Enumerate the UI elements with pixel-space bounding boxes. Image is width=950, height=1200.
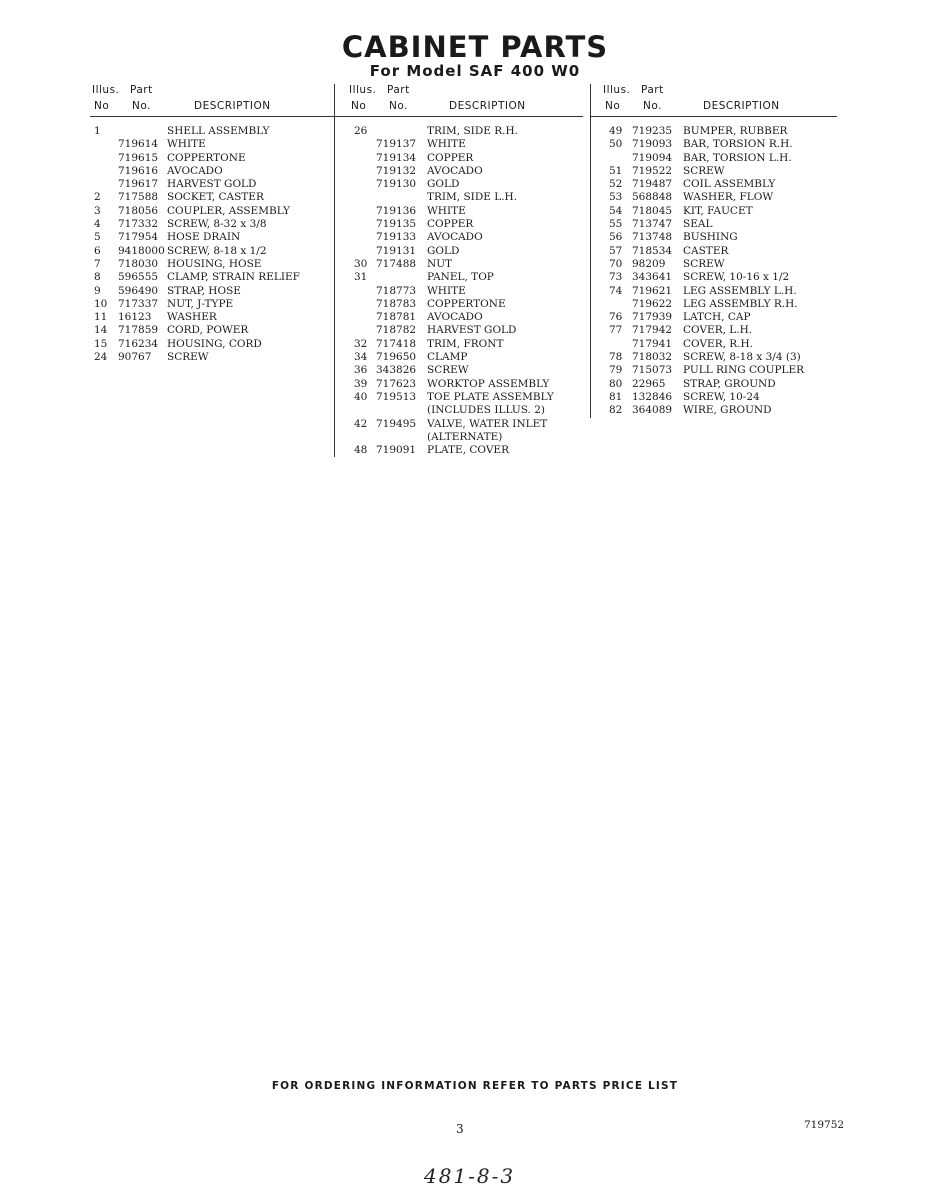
illus-number: 49 — [609, 125, 623, 137]
table-row — [335, 378, 583, 391]
header-illus: Illus. — [349, 84, 377, 96]
part-number: 719615 — [118, 151, 159, 164]
part-number: 719622 — [632, 297, 673, 310]
part-number: 132846 — [632, 390, 673, 403]
header-part-no: No. — [389, 100, 408, 112]
part-description: CLAMP — [427, 351, 468, 364]
table-row — [591, 191, 837, 204]
table-row — [335, 138, 583, 151]
table-row — [90, 338, 334, 351]
header-description: DESCRIPTION — [194, 100, 271, 112]
part-number: 717418 — [376, 337, 417, 350]
part-description: SCREW, 10-16 x 1/2 — [683, 271, 790, 284]
part-number: 713747 — [632, 218, 673, 231]
table-row — [335, 364, 583, 377]
part-description: WASHER, FLOW — [683, 191, 774, 204]
table-row — [591, 231, 837, 244]
illus-number: 82 — [609, 404, 623, 417]
part-number: 719522 — [632, 164, 673, 177]
model-subtitle: For Model SAF 400 W0 — [369, 62, 581, 80]
illus-number: 70 — [609, 257, 623, 270]
part-description: GOLD — [427, 244, 460, 257]
part-number: 713748 — [632, 231, 673, 244]
ordering-info-footer: FOR ORDERING INFORMATION REFER TO PARTS PRICE LIST — [271, 1080, 679, 1092]
part-number: 717859 — [118, 324, 159, 337]
part-description: COPPER — [427, 151, 474, 164]
table-row — [591, 391, 837, 404]
table-row — [90, 152, 334, 165]
table-row — [90, 271, 334, 284]
illus-number: 31 — [354, 271, 368, 284]
part-number: 719134 — [376, 151, 417, 164]
part-description: STRAP, GROUND — [683, 377, 776, 390]
part-description: NUT, J-TYPE — [167, 297, 234, 310]
part-number: 719135 — [376, 218, 417, 231]
part-description: AVOCADO — [167, 164, 223, 177]
header-illus-no: No — [94, 100, 110, 112]
table-row — [90, 165, 334, 178]
table-row — [591, 245, 837, 258]
part-description: AVOCADO — [427, 311, 483, 324]
table-row — [90, 218, 334, 231]
illus-number: 55 — [609, 218, 623, 231]
table-row — [335, 311, 583, 324]
header-illus-no: No — [351, 100, 367, 112]
illus-number: 73 — [609, 271, 623, 284]
illus-number: 76 — [609, 311, 623, 324]
part-number: 343641 — [632, 271, 673, 284]
part-description: SEAL — [683, 218, 713, 231]
part-number: 717337 — [118, 297, 159, 310]
table-row — [335, 205, 583, 218]
illus-number: 2 — [94, 191, 101, 204]
part-description: VALVE, WATER INLET — [427, 417, 548, 430]
part-description: PANEL, TOP — [427, 271, 494, 284]
part-number: 715073 — [632, 364, 673, 377]
part-description: WHITE — [167, 138, 206, 151]
table-row — [591, 338, 837, 351]
page-number: 3 — [456, 1122, 464, 1136]
part-description: CLAMP, STRAIN RELIEF — [167, 271, 300, 284]
table-row — [591, 311, 837, 324]
part-number: 719513 — [376, 390, 417, 403]
part-description: TOE PLATE ASSEMBLY — [427, 390, 554, 403]
part-number: 719137 — [376, 138, 417, 151]
page-title: CABINET PARTS — [341, 30, 609, 64]
part-description: PLATE, COVER — [427, 444, 510, 457]
illus-number: 79 — [609, 364, 623, 377]
illus-number: 14 — [94, 324, 108, 337]
part-description: SCREW — [683, 164, 725, 177]
table-row — [591, 404, 837, 417]
part-description: COVER, R.H. — [683, 337, 754, 350]
part-description: COIL ASSEMBLY — [683, 178, 776, 191]
part-number: 719621 — [632, 284, 673, 297]
illus-number: 40 — [354, 390, 368, 403]
illus-number: 3 — [94, 204, 101, 217]
part-number: 719091 — [376, 444, 417, 457]
column-header — [335, 84, 583, 117]
table-row — [335, 125, 583, 138]
table-row — [591, 285, 837, 298]
table-row — [90, 351, 334, 364]
illus-number: 1 — [94, 125, 101, 137]
part-number: 718781 — [376, 311, 417, 324]
table-row — [591, 364, 837, 377]
part-description: LEG ASSEMBLY R.H. — [683, 297, 798, 310]
illus-number: 10 — [94, 297, 108, 310]
part-description: WASHER — [167, 311, 217, 324]
part-description: COUPLER, ASSEMBLY — [167, 204, 290, 217]
table-row — [591, 152, 837, 165]
part-number: 719617 — [118, 178, 159, 191]
part-number: 718056 — [118, 204, 159, 217]
part-number: 718773 — [376, 284, 417, 297]
table-row — [591, 178, 837, 191]
table-row — [335, 404, 583, 417]
part-description: TRIM, SIDE R.H. — [427, 125, 518, 137]
header-illus-no: No — [605, 100, 621, 112]
illus-number: 52 — [609, 178, 623, 191]
illus-number: 4 — [94, 218, 101, 231]
part-description: BAR, TORSION L.H. — [683, 151, 792, 164]
table-row — [591, 125, 837, 138]
part-number: 596555 — [118, 271, 159, 284]
part-description: COVER, L.H. — [683, 324, 753, 337]
illus-number: 74 — [609, 284, 623, 297]
part-number: 718030 — [118, 257, 159, 270]
part-number: 719614 — [118, 138, 159, 151]
table-row — [335, 298, 583, 311]
table-row — [335, 418, 583, 431]
table-row — [335, 271, 583, 284]
header-illus: Illus. — [92, 84, 120, 96]
part-number: 343826 — [376, 364, 417, 377]
part-description: KIT, FAUCET — [683, 204, 753, 217]
part-number: 717954 — [118, 231, 159, 244]
part-number: 718782 — [376, 324, 417, 337]
part-description: PULL RING COUPLER — [683, 364, 805, 377]
table-row — [591, 324, 837, 337]
document-number: 719752 — [804, 1119, 845, 1131]
header-part: Part — [641, 84, 664, 96]
part-number: 719616 — [118, 164, 159, 177]
illus-number: 81 — [609, 390, 623, 403]
table-row — [335, 285, 583, 298]
part-number: 9418000 — [118, 244, 165, 257]
part-description: BAR, TORSION R.H. — [683, 138, 793, 151]
part-description: CORD, POWER — [167, 324, 249, 337]
part-description: HOSE DRAIN — [167, 231, 241, 244]
table-row — [335, 324, 583, 337]
table-row — [335, 245, 583, 258]
table-row — [90, 298, 334, 311]
parts-column-1 — [90, 84, 334, 364]
illus-number: 42 — [354, 417, 368, 430]
part-description: WHITE — [427, 204, 466, 217]
table-row — [335, 231, 583, 244]
illus-number: 5 — [94, 231, 101, 244]
part-description: COPPERTONE — [167, 151, 246, 164]
table-row — [90, 205, 334, 218]
illus-number: 11 — [94, 311, 108, 324]
part-number: 718534 — [632, 244, 673, 257]
table-row — [90, 231, 334, 244]
table-row — [335, 338, 583, 351]
part-number: 718045 — [632, 204, 673, 217]
part-number: 719133 — [376, 231, 417, 244]
part-description: SCREW — [427, 364, 469, 377]
part-number: 16123 — [118, 311, 152, 324]
part-description: SCREW, 8-32 x 3/8 — [167, 218, 267, 231]
part-description: NUT — [427, 257, 453, 270]
table-row — [90, 311, 334, 324]
part-description: TRIM, SIDE L.H. — [427, 191, 518, 204]
table-row — [90, 125, 334, 138]
part-description: WHITE — [427, 284, 466, 297]
table-row — [591, 205, 837, 218]
part-number: 717942 — [632, 324, 673, 337]
part-description: LATCH, CAP — [683, 311, 751, 324]
table-row — [335, 391, 583, 404]
table-row — [335, 431, 583, 444]
part-description: HARVEST GOLD — [427, 324, 517, 337]
illus-number: 15 — [94, 337, 108, 350]
illus-number: 32 — [354, 337, 368, 350]
illus-number: 80 — [609, 377, 623, 390]
illus-number: 51 — [609, 164, 623, 177]
part-description: WIRE, GROUND — [683, 404, 772, 417]
part-description: STRAP, HOSE — [167, 284, 241, 297]
illus-number: 78 — [609, 351, 623, 364]
illus-number: 34 — [354, 351, 368, 364]
part-description: BUMPER, RUBBER — [683, 125, 788, 137]
table-row — [90, 138, 334, 151]
part-number: 568848 — [632, 191, 673, 204]
table-row — [335, 444, 583, 457]
part-description: GOLD — [427, 178, 460, 191]
table-row — [591, 298, 837, 311]
illus-number: 77 — [609, 324, 623, 337]
part-number: 719235 — [632, 125, 673, 137]
column-header — [591, 84, 837, 117]
illus-number: 6 — [94, 244, 101, 257]
part-description: SCREW, 10-24 — [683, 390, 760, 403]
table-row — [591, 258, 837, 271]
header-part: Part — [387, 84, 410, 96]
table-row — [335, 351, 583, 364]
illus-number: 56 — [609, 231, 623, 244]
part-number: 90767 — [118, 351, 152, 364]
part-number: 718783 — [376, 297, 417, 310]
part-number: 364089 — [632, 404, 673, 417]
table-row — [591, 165, 837, 178]
part-number: 98209 — [632, 257, 666, 270]
table-row — [90, 178, 334, 191]
part-description: SOCKET, CASTER — [167, 191, 264, 204]
header-part-no: No. — [132, 100, 151, 112]
part-description: CASTER — [683, 244, 729, 257]
part-number: 719131 — [376, 244, 417, 257]
part-number: 719093 — [632, 138, 673, 151]
part-description: SHELL ASSEMBLY — [167, 125, 270, 137]
table-row — [591, 378, 837, 391]
part-description: (INCLUDES ILLUS. 2) — [427, 404, 545, 417]
header-part: Part — [130, 84, 153, 96]
part-number: 719132 — [376, 164, 417, 177]
part-description: AVOCADO — [427, 231, 483, 244]
table-row — [90, 245, 334, 258]
part-number: 719487 — [632, 178, 673, 191]
illus-number: 48 — [354, 444, 368, 457]
table-row — [335, 178, 583, 191]
part-description: HOUSING, CORD — [167, 337, 262, 350]
part-number: 717332 — [118, 218, 159, 231]
part-number: 716234 — [118, 337, 159, 350]
parts-rows — [591, 117, 837, 418]
part-description: AVOCADO — [427, 164, 483, 177]
part-description: WORKTOP ASSEMBLY — [427, 377, 550, 390]
table-row — [591, 218, 837, 231]
part-description: HOUSING, HOSE — [167, 257, 262, 270]
part-description: LEG ASSEMBLY L.H. — [683, 284, 797, 297]
illus-number: 57 — [609, 244, 623, 257]
part-description: SCREW — [683, 257, 725, 270]
part-number: 596490 — [118, 284, 159, 297]
part-number: 719094 — [632, 151, 673, 164]
table-row — [90, 258, 334, 271]
illus-number: 26 — [354, 125, 368, 137]
part-description: WHITE — [427, 138, 466, 151]
handwritten-note: 481-8-3 — [424, 1164, 516, 1188]
part-number: 22965 — [632, 377, 666, 390]
header-illus: Illus. — [603, 84, 631, 96]
parts-rows — [90, 117, 334, 364]
header-part-no: No. — [643, 100, 662, 112]
parts-column-3 — [590, 84, 837, 418]
part-description: HARVEST GOLD — [167, 178, 257, 191]
part-number: 719130 — [376, 178, 417, 191]
parts-rows — [335, 117, 583, 457]
part-number: 717939 — [632, 311, 673, 324]
part-description: COPPER — [427, 218, 474, 231]
table-row — [90, 191, 334, 204]
table-row — [335, 218, 583, 231]
illus-number: 39 — [354, 377, 368, 390]
part-number: 719136 — [376, 204, 417, 217]
part-number: 718032 — [632, 351, 673, 364]
table-row — [90, 324, 334, 337]
table-row — [90, 285, 334, 298]
illus-number: 7 — [94, 257, 101, 270]
table-row — [335, 165, 583, 178]
parts-column-2 — [334, 84, 583, 457]
part-description: TRIM, FRONT — [427, 337, 504, 350]
part-number: 717941 — [632, 337, 673, 350]
part-description: (ALTERNATE) — [427, 430, 503, 443]
illus-number: 24 — [94, 351, 108, 364]
illus-number: 50 — [609, 138, 623, 151]
part-description: SCREW, 8-18 x 1/2 — [167, 244, 267, 257]
part-number: 717588 — [118, 191, 159, 204]
column-header — [90, 84, 334, 117]
part-number: 717623 — [376, 377, 417, 390]
illus-number: 30 — [354, 257, 368, 270]
table-row — [591, 138, 837, 151]
part-number: 717488 — [376, 257, 417, 270]
table-row — [591, 271, 837, 284]
illus-number: 8 — [94, 271, 101, 284]
part-number: 719650 — [376, 351, 417, 364]
header-description: DESCRIPTION — [449, 100, 526, 112]
table-row — [335, 152, 583, 165]
table-row — [335, 258, 583, 271]
table-row — [335, 191, 583, 204]
illus-number: 36 — [354, 364, 368, 377]
illus-number: 9 — [94, 284, 101, 297]
illus-number: 54 — [609, 204, 623, 217]
part-description: SCREW — [167, 351, 209, 364]
part-number: 719495 — [376, 417, 417, 430]
illus-number: 53 — [609, 191, 623, 204]
part-description: COPPERTONE — [427, 297, 506, 310]
table-row — [591, 351, 837, 364]
part-description: SCREW, 8-18 x 3/4 (3) — [683, 351, 801, 364]
header-description: DESCRIPTION — [703, 100, 780, 112]
part-description: BUSHING — [683, 231, 738, 244]
